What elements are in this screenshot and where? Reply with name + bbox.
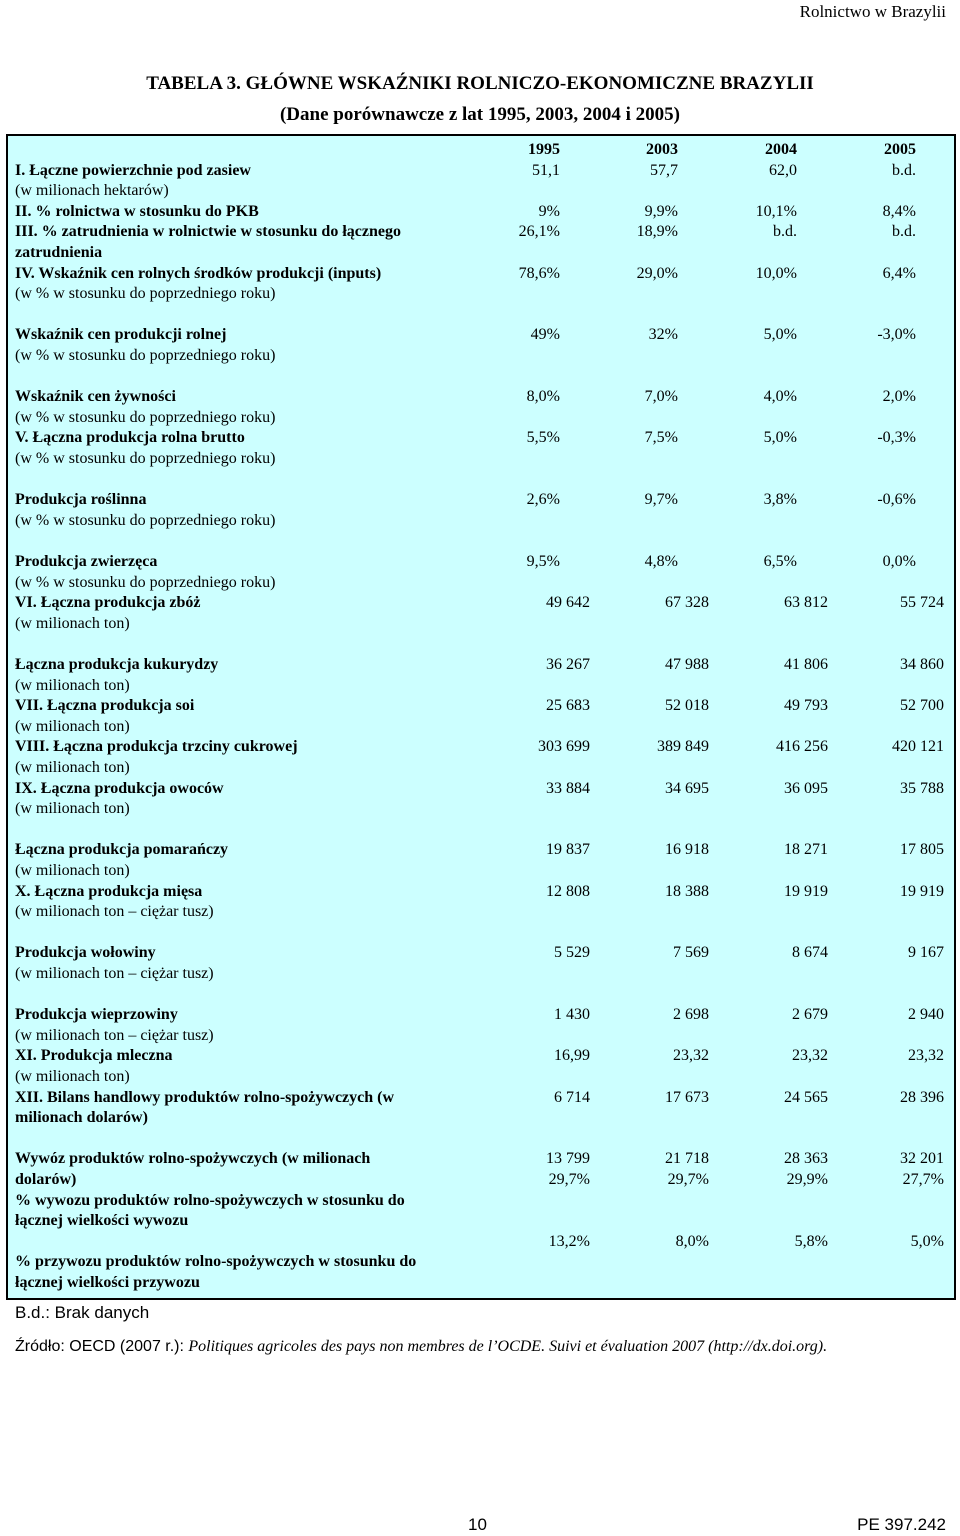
table-title-line1: TABELA 3. GŁÓWNE WSKAŹNIKI ROLNICZO-EKONOMICZNE BRAZYLII: [146, 73, 814, 94]
row-label-unit: łącznej wielkości przywozu: [15, 1273, 200, 1291]
row-label-main: Wskaźnik cen produkcji rolnej: [15, 326, 227, 344]
cell-value: 27,7%: [902, 1170, 944, 1188]
cell-value: -0,6%: [877, 491, 916, 509]
cell-value: 32 201: [900, 1150, 944, 1168]
cell-value: 57,7: [650, 161, 678, 179]
row-label-main: Produkcja zwierzęca: [15, 553, 158, 570]
cell-value: 10,0%: [755, 264, 797, 282]
cell-value: 41 806: [784, 656, 828, 673]
cell-value: 34 860: [900, 656, 944, 673]
row-label-main: VII. Łączna produkcja soi: [15, 697, 195, 715]
row-label: [15, 552, 485, 593]
running-header: Rolnictwo w Brazylii: [799, 2, 946, 21]
cell-value: 19 837: [546, 841, 590, 859]
cell-value: 9 167: [908, 944, 944, 962]
cell-value: 49 793: [784, 697, 828, 715]
cell-value: 10,1%: [755, 202, 797, 220]
year-header: 2003: [646, 141, 678, 158]
row-label-main: Produkcja wieprzowiny: [15, 1006, 178, 1024]
source-note: [15, 1338, 827, 1356]
footnote: B.d.: Brak danych: [15, 1303, 150, 1322]
cell-value: 5,0%: [763, 429, 797, 447]
source-prefix: Źródło: OECD (2007 r.):: [15, 1338, 189, 1355]
cell-value: 17 673: [665, 1088, 709, 1106]
cell-value: 29,0%: [636, 264, 678, 282]
row-label-unit: (w % w stosunku do poprzedniego roku): [15, 573, 276, 591]
row-label-unit: (w % w stosunku do poprzedniego roku): [15, 285, 276, 303]
row-label-unit: (w % w stosunku do poprzedniego roku): [15, 511, 276, 529]
year-header: 2004: [765, 141, 797, 158]
cell-value: 26,1%: [518, 223, 560, 241]
cell-value: 2,6%: [526, 491, 560, 509]
row-label-main: III. % zatrudnienia w rolnictwie w stosunku do łącznego: [15, 223, 401, 241]
cell-value: 420 121: [892, 738, 944, 756]
cell-value: -0,3%: [877, 429, 916, 447]
row-label: [15, 1252, 485, 1293]
row-label-unit: (w milionach ton): [15, 758, 130, 776]
row-label-unit: dolarów): [15, 1170, 77, 1188]
cell-value: 4,0%: [763, 388, 797, 406]
row-label: [15, 325, 485, 366]
cell-value: 63 812: [784, 594, 828, 612]
row-label-main: IV. Wskaźnik cen rolnych środków produkcji (inputs): [15, 264, 382, 282]
row-label-main: XII. Bilans handlowy produktów rolno-spożywczych (w: [15, 1088, 395, 1106]
cell-value: 36 267: [546, 656, 590, 673]
cell-value: 55 724: [900, 594, 944, 612]
cell-value: 416 256: [776, 738, 828, 756]
row-label-unit: (w milionach ton): [15, 800, 130, 818]
cell-value: 36 095: [784, 779, 828, 797]
cell-value: 28 396: [900, 1088, 944, 1106]
row-label: [15, 882, 485, 923]
cell-value: -3,0%: [877, 326, 916, 344]
cell-value: 1 430: [554, 1006, 590, 1024]
cell-value: b.d.: [892, 161, 916, 179]
row-label: [15, 779, 485, 820]
cell-value: 3,8%: [763, 491, 797, 509]
cell-value: 32%: [648, 326, 678, 344]
source-title: Politiques agricoles des pays non membres de l’OCDE. Suivi et évaluation 2007 (http://dx.doi.org).: [188, 1338, 828, 1355]
cell-value: 19 919: [900, 882, 944, 900]
row-label-unit: zatrudnienia: [15, 243, 103, 261]
row-label: [15, 593, 485, 634]
cell-value: 8 674: [792, 944, 828, 962]
cell-value: 62,0: [769, 161, 797, 179]
cell-value: 7,5%: [644, 429, 678, 447]
row-label-main: Łączna produkcja pomarańczy: [15, 841, 229, 859]
row-label-main: XI. Produkcja mleczna: [15, 1047, 173, 1065]
row-label-unit: (w milionach ton): [15, 861, 130, 879]
row-label-main: Produkcja wołowiny: [15, 944, 156, 962]
year-header: 1995: [528, 141, 560, 158]
row-label-main: Produkcja roślinna: [15, 491, 147, 509]
row-label: [15, 655, 485, 696]
cell-value: 4,8%: [644, 553, 678, 570]
row-label-unit: (w % w stosunku do poprzedniego roku): [15, 346, 276, 364]
cell-value: 17 805: [900, 841, 944, 859]
cell-value: 16,99: [554, 1047, 590, 1065]
year-header: 2005: [884, 141, 916, 158]
cell-value: 2 698: [673, 1006, 709, 1024]
row-label-main: V. Łączna produkcja rolna brutto: [15, 429, 245, 447]
cell-value: 51,1: [532, 161, 560, 179]
row-label-unit: (w milionach ton – ciężar tusz): [15, 903, 214, 921]
cell-value: 9%: [538, 202, 560, 220]
cell-value: 12 808: [546, 882, 590, 900]
cell-value: 47 988: [665, 656, 709, 673]
cell-value: 29,7%: [548, 1170, 590, 1188]
row-label-main: X. Łączna produkcja mięsa: [15, 882, 203, 900]
cell-value: 23,32: [908, 1047, 944, 1065]
cell-value: 35 788: [900, 779, 944, 797]
cell-value: 19 919: [784, 882, 828, 900]
row-label: [15, 161, 485, 202]
row-label-unit: łącznej wielkości wywozu: [15, 1212, 189, 1230]
row-label: [15, 1088, 485, 1129]
row-label-main: II. % rolnictwa w stosunku do PKB: [15, 202, 259, 220]
cell-value: 52 018: [665, 697, 709, 715]
row-label: [15, 1191, 485, 1232]
row-label-main: I. Łączne powierzchnie pod zasiew: [15, 161, 251, 179]
cell-value: 9,7%: [644, 491, 678, 509]
row-label: [15, 490, 485, 531]
cell-value: 8,4%: [882, 202, 916, 220]
cell-value: 2 940: [908, 1006, 944, 1024]
row-label-unit: (w milionach ton – ciężar tusz): [15, 1026, 214, 1044]
row-label-main: VIII. Łączna produkcja trzciny cukrowej: [15, 738, 298, 756]
cell-value: 28 363: [784, 1150, 828, 1168]
document-id: PE 397.242: [857, 1515, 946, 1534]
row-label-main: % przywozu produktów rolno-spożywczych w stosunku do: [15, 1253, 417, 1271]
cell-value: 13,2%: [548, 1232, 590, 1250]
row-label: [15, 428, 485, 469]
row-label-main: Wskaźnik cen żywności: [15, 388, 176, 406]
row-label: [15, 840, 485, 881]
row-label-main: Łączna produkcja kukurydzy: [15, 656, 219, 673]
row-label-unit: (w milionach ton): [15, 1067, 130, 1085]
cell-value: 6,4%: [882, 264, 916, 282]
cell-value: 29,9%: [786, 1170, 828, 1188]
cell-value: 389 849: [657, 738, 709, 756]
cell-value: 303 699: [538, 738, 590, 756]
cell-value: 6,5%: [763, 553, 797, 570]
cell-value: 18,9%: [636, 223, 678, 241]
cell-value: 8,0%: [675, 1232, 709, 1250]
cell-value: 52 700: [900, 697, 944, 715]
cell-value: 9,9%: [644, 202, 678, 220]
table-title: [0, 68, 960, 130]
cell-value: b.d.: [892, 223, 916, 241]
cell-value: 0,0%: [882, 553, 916, 570]
row-label: [15, 737, 485, 778]
cell-value: 2 679: [792, 1006, 828, 1024]
row-label: [15, 202, 485, 223]
row-label: [15, 264, 485, 305]
cell-value: 23,32: [792, 1047, 828, 1065]
row-label: [15, 1005, 485, 1046]
table-title-line2: (Dane porównawcze z lat 1995, 2003, 2004 i 2005): [279, 104, 680, 125]
cell-value: 5,0%: [763, 326, 797, 344]
row-label-unit: milionach dolarów): [15, 1109, 148, 1127]
row-label-unit: (w % w stosunku do poprzedniego roku): [15, 449, 276, 467]
cell-value: 2,0%: [882, 388, 916, 406]
cell-value: 49 642: [546, 594, 590, 612]
row-label: [15, 1149, 485, 1190]
page-number: 10: [468, 1515, 487, 1534]
row-label: [15, 222, 485, 263]
cell-value: 9,5%: [526, 553, 560, 570]
cell-value: b.d.: [773, 223, 797, 241]
row-label-unit: (w milionach ton): [15, 676, 130, 694]
row-label: [15, 696, 485, 737]
cell-value: 16 918: [665, 841, 709, 859]
cell-value: 67 328: [665, 594, 709, 612]
cell-value: 29,7%: [667, 1170, 709, 1188]
cell-value: 6 714: [554, 1088, 590, 1106]
cell-value: 5,8%: [794, 1232, 828, 1250]
row-label-unit: (w milionach ton – ciężar tusz): [15, 964, 214, 982]
cell-value: 23,32: [673, 1047, 709, 1065]
cell-value: 8,0%: [526, 388, 560, 406]
cell-value: 13 799: [546, 1150, 590, 1168]
cell-value: 7 569: [673, 944, 709, 962]
row-label: [15, 1046, 485, 1087]
row-label: [15, 943, 485, 984]
cell-value: 5,0%: [910, 1232, 944, 1250]
row-label-unit: (w milionach ton): [15, 614, 130, 632]
cell-value: 78,6%: [518, 264, 560, 282]
cell-value: 33 884: [546, 779, 590, 797]
row-label: [15, 387, 485, 428]
cell-value: 5 529: [554, 944, 590, 962]
cell-value: 25 683: [546, 697, 590, 715]
cell-value: 24 565: [784, 1088, 828, 1106]
row-label-unit: (w milionach ton): [15, 717, 130, 735]
cell-value: 18 388: [665, 882, 709, 900]
row-label-unit: (w % w stosunku do poprzedniego roku): [15, 408, 276, 426]
row-label-main: Wywóz produktów rolno-spożywczych (w milionach: [15, 1150, 371, 1168]
cell-value: 5,5%: [526, 429, 560, 447]
cell-value: 34 695: [665, 779, 709, 797]
row-label-main: IX. Łączna produkcja owoców: [15, 779, 224, 797]
row-label-unit: (w milionach hektarów): [15, 182, 169, 200]
row-label-main: VI. Łączna produkcja zbóż: [15, 594, 201, 612]
row-label-main: % wywozu produktów rolno-spożywczych w stosunku do: [15, 1191, 405, 1209]
cell-value: 18 271: [784, 841, 828, 859]
cell-value: 49%: [530, 326, 560, 344]
cell-value: 21 718: [665, 1150, 709, 1168]
cell-value: 7,0%: [644, 388, 678, 406]
